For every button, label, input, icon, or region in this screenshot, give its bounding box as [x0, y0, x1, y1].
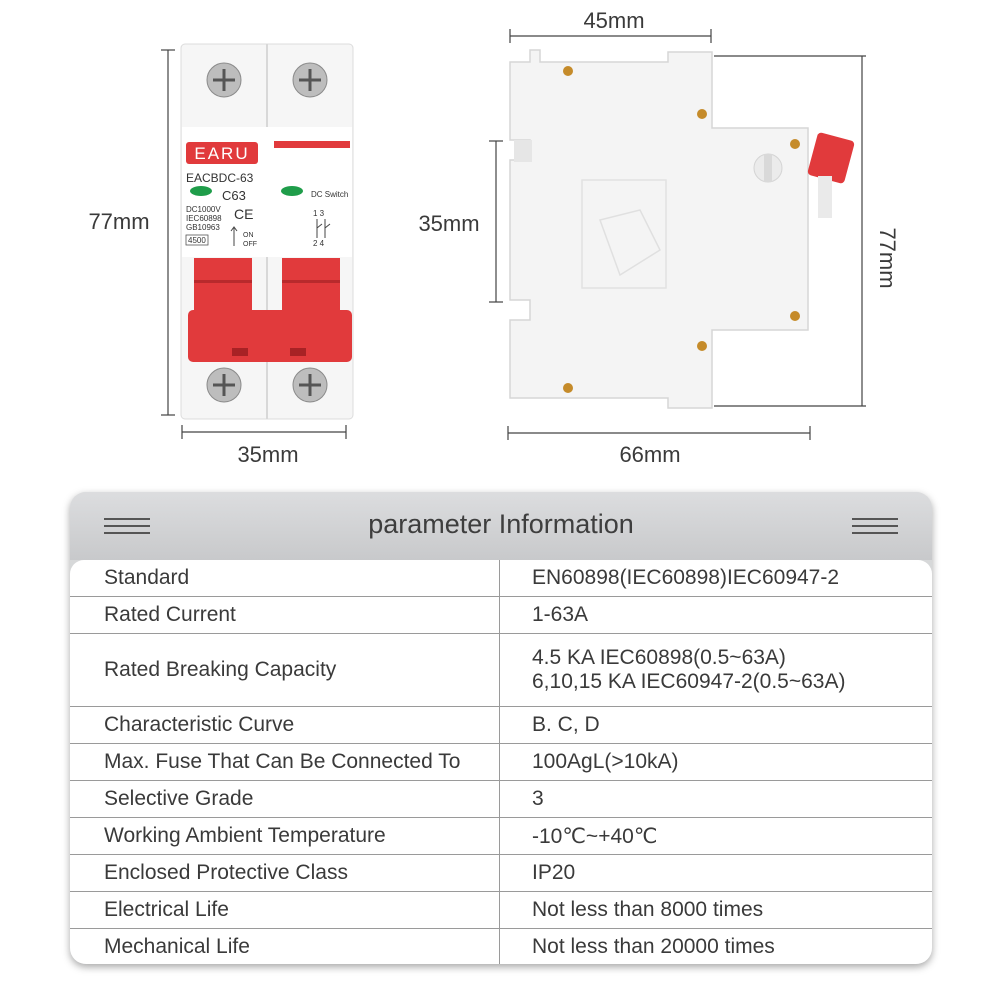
table-row [70, 707, 932, 744]
side-handle-arm [818, 176, 832, 218]
handle-pole-right[interactable] [282, 258, 340, 316]
parameter-table-title: parameter Information [368, 509, 634, 539]
rating-label: C63 [222, 188, 246, 203]
parameter-value [500, 929, 932, 964]
parameter-value [500, 892, 932, 928]
table-row [70, 892, 932, 929]
parameter-value-line: B. C, D [532, 713, 600, 736]
side-bottom-width-dimension-line [508, 426, 810, 440]
table-row [70, 929, 932, 964]
indicator-window [190, 186, 212, 196]
parameter-value-line: EN60898(IEC60898)IEC60947-2 [532, 566, 840, 589]
parameter-value [500, 634, 932, 706]
parameter-label: Standard [70, 560, 500, 596]
front-width-dimension-line [182, 425, 346, 439]
table-row [70, 597, 932, 634]
side-bottom-width-label: 66mm [619, 442, 681, 467]
side-mid-height-label: 35mm [418, 211, 480, 236]
product-diagram [0, 0, 1000, 490]
parameter-value-line: Not less than 20000 times [532, 935, 775, 958]
rivet-icon [563, 66, 573, 76]
off-label: OFF [243, 241, 257, 248]
parameter-value-line: 6,10,15 KA IEC60947-2(0.5~63A) [532, 670, 846, 693]
screw-icon [207, 368, 241, 402]
parameter-value [500, 855, 932, 891]
table-row [70, 634, 932, 707]
table-row [70, 855, 932, 892]
parameter-table [70, 492, 932, 964]
parameter-value [500, 707, 932, 743]
side-right-height-label: 77mm [875, 227, 900, 289]
dc-switch-label: DC Switch [311, 190, 349, 199]
breaking-label: 4500 [188, 236, 206, 245]
screw-icon [293, 63, 327, 97]
indicator-window [281, 186, 303, 196]
on-label: ON [243, 232, 254, 239]
parameter-rows [70, 560, 932, 964]
parameter-label: Rated Breaking Capacity [70, 634, 500, 706]
standard-label: GB10963 [186, 223, 220, 232]
parameter-value [500, 560, 932, 596]
table-row [70, 744, 932, 781]
parameter-value-line: 1-63A [532, 603, 589, 626]
menu-lines-icon [104, 518, 150, 539]
rivet-icon [790, 139, 800, 149]
parameter-label: Electrical Life [70, 892, 500, 928]
screw-icon [207, 63, 241, 97]
parameter-value-line: IP20 [532, 861, 576, 884]
breaker-side-view [510, 50, 855, 408]
parameter-value-line: 100AgL(>10kA) [532, 750, 679, 773]
breaker-front-view [181, 44, 353, 419]
handle-pole-left[interactable] [194, 258, 252, 316]
parameter-value-line: Not less than 8000 times [532, 898, 764, 921]
voltage-label: DC1000V [186, 205, 221, 214]
table-row [70, 818, 932, 855]
side-top-width-label: 45mm [583, 8, 645, 33]
table-row [70, 560, 932, 597]
parameter-label: Characteristic Curve [70, 707, 500, 743]
side-mid-height-dimension-line [489, 141, 503, 302]
handle-tie-bar[interactable] [188, 310, 352, 362]
terminal-label: 1 3 [313, 209, 325, 218]
parameter-table-header [70, 492, 932, 560]
parameter-label: Enclosed Protective Class [70, 855, 500, 891]
parameter-value [500, 781, 932, 817]
screw-icon [293, 368, 327, 402]
parameter-value-line: 3 [532, 787, 544, 810]
parameter-label: Working Ambient Temperature [70, 818, 500, 854]
parameter-label: Rated Current [70, 597, 500, 633]
ce-mark: CE [234, 206, 254, 222]
front-height-dimension-line [161, 50, 175, 415]
parameter-label: Mechanical Life [70, 929, 500, 964]
front-height-label: 77mm [88, 209, 150, 234]
din-clip [514, 140, 532, 162]
standard-label: IEC60898 [186, 214, 222, 223]
parameter-value-line: -10℃~+40℃ [532, 824, 658, 848]
menu-lines-icon [852, 518, 898, 539]
terminal-label: 2 4 [313, 239, 325, 248]
rivet-icon [790, 311, 800, 321]
rivet-icon [563, 383, 573, 393]
front-width-label: 35mm [237, 442, 299, 467]
parameter-label: Max. Fuse That Can Be Connected To [70, 744, 500, 780]
rivet-icon [697, 341, 707, 351]
red-stripe [274, 141, 350, 148]
brand-label: EARU [194, 144, 250, 163]
table-row [70, 781, 932, 818]
parameter-value [500, 597, 932, 633]
parameter-value [500, 744, 932, 780]
side-body [510, 50, 808, 408]
parameter-value-line: 4.5 KA IEC60898(0.5~63A) [532, 646, 786, 669]
parameter-label: Selective Grade [70, 781, 500, 817]
rivet-icon [697, 109, 707, 119]
parameter-value [500, 818, 932, 854]
model-label: EACBDC-63 [186, 171, 254, 185]
